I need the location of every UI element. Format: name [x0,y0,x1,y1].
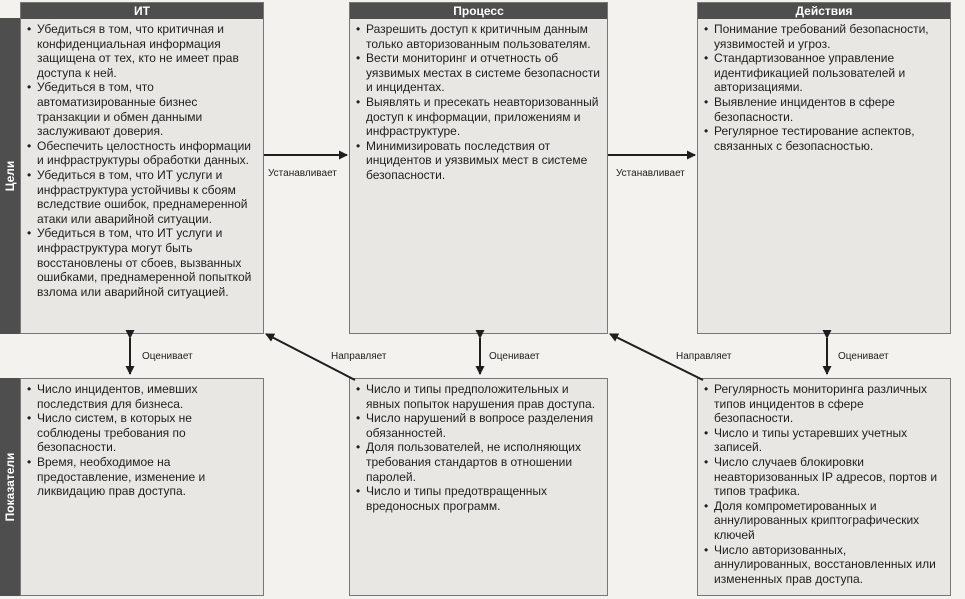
list-item: • Убедиться в том, что ИТ услуги и инфраструктура могут быть восстановлены от сбоев, вызванных ошибками, преднамеренной попыткой взлома или аварийной ситуацией. [27,226,257,299]
list-item: • Стандартизованное управление идентификацией пользователей и авторизациями. [704,51,944,95]
label-directs-2: Направляет [676,351,732,362]
process-header: Процесс [350,3,607,19]
actions-header: Действия [698,3,950,19]
list-item: • Число и типы устаревших учетных записей. [704,426,944,455]
goals-row-label-text: Цели [3,160,17,192]
list-item: • Убедиться в том, что ИТ услуги и инфраструктура устойчивы к сбоям вследствие ошибок, преднамеренной атаки или аварийной ситуации. [27,168,257,226]
label-sets-1: Устанавливает [268,168,337,179]
list-item: • Число случаев блокировки неавторизованных IP адресов, портов и типов трафика. [704,455,944,499]
list-item: • Число авторизованных, аннулированных, восстановленных или измененных прав доступа. [704,543,944,587]
list-item: • Время, необходимое на предоставление, изменение и ликвидацию прав доступа. [27,455,257,499]
list-item: • Число нарушений в вопросе разделения обязанностей. [356,411,601,440]
label-sets-2: Устанавливает [616,168,685,179]
list-item: • Минимизировать последствия от инцидентов и уязвимых мест в системе безопасности. [356,139,601,183]
label-directs-1: Направляет [331,351,387,362]
it-header: ИТ [21,3,263,19]
list-item: • Доля компрометированных и аннулированных криптографических ключей [704,499,944,543]
list-item: • Число и типы предположительных и явных попыток нарушения прав доступа. [356,382,601,411]
list-item: • Выявлять и пресекать неавторизованный доступ к информации, приложениям и инфраструктуре. [356,95,601,139]
label-evaluates-1: Оценивает [142,351,193,362]
list-item: • Понимание требований безопасности, уязвимостей и угроз. [704,22,944,51]
list-item: • Регулярное тестирование аспектов, связанных с безопасностью. [704,124,944,153]
list-item: • Выявление инцидентов в сфере безопасности. [704,95,944,124]
list-item: • Убедиться в том, что критичная и конфиденциальная информация защищена от тех, кто не имеет прав доступа к ней. [27,22,257,80]
list-item: • Доля пользователей, не исполняющих требования стандартов в отношении паролей. [356,440,601,484]
list-item: • Обеспечить целостность информации и инфраструктуры обработки данных. [27,139,257,168]
list-item: • Убедиться в том, что автоматизированные бизнес транзакции и обмен данными заслуживают доверия. [27,80,257,138]
list-item: • Вести мониторинг и отчетность об уязвимых местах в системе безопасности и инцидентах. [356,51,601,95]
label-evaluates-3: Оценивает [838,351,889,362]
metrics-row-label-text: Показатели [3,452,17,522]
label-evaluates-2: Оценивает [489,351,540,362]
list-item: • Разрешить доступ к критичным данным только авторизованным пользователям. [356,22,601,51]
list-item: • Число систем, в которых не соблюдены требования по безопасности. [27,411,257,455]
list-item: • Регулярность мониторинга различных типов инцидентов в сфере безопасности. [704,382,944,426]
list-item: • Число и типы предотвращенных вредоносных программ. [356,484,601,513]
list-item: • Число инцидентов, имевших последствия для бизнеса. [27,382,257,411]
